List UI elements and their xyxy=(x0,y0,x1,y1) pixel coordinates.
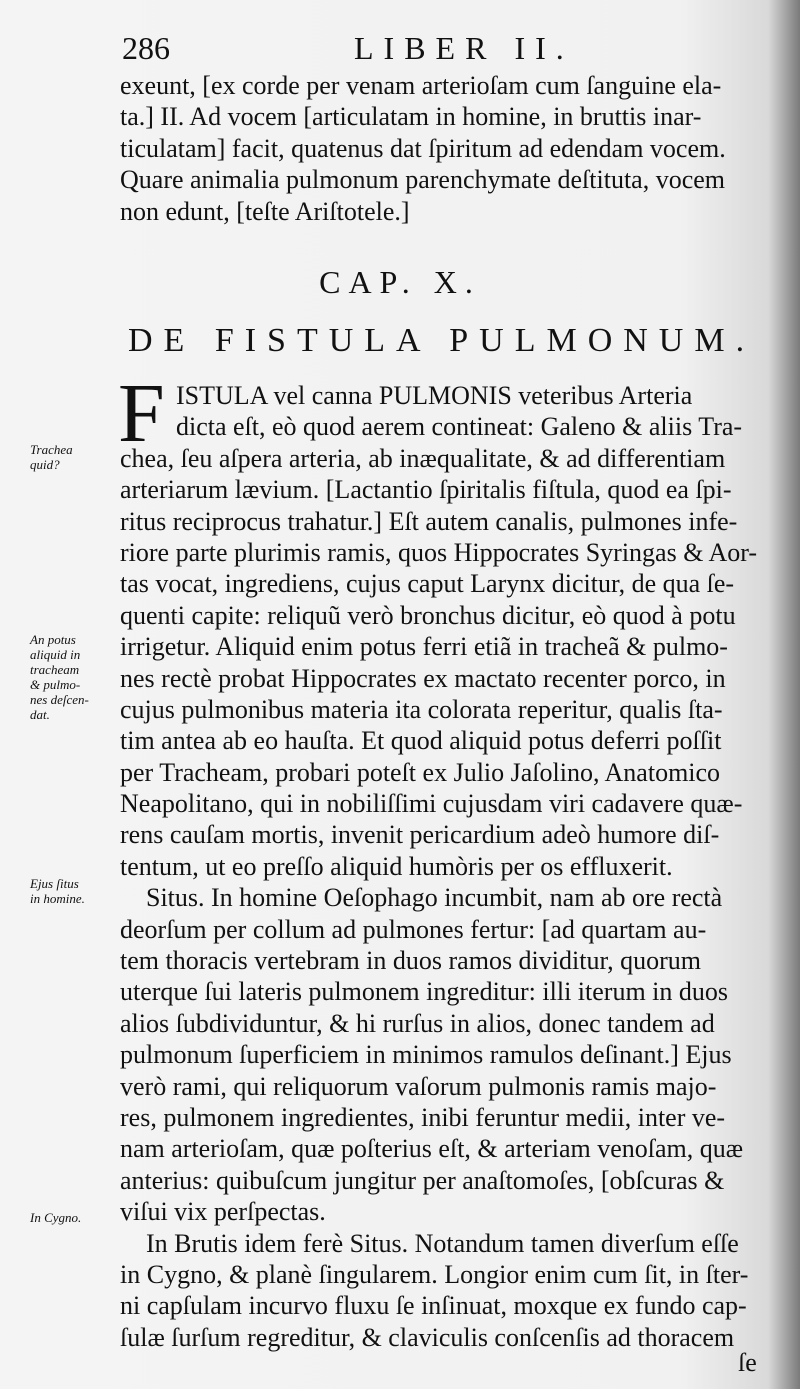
text-line: anterius: quibuſcum jungitur per anaſtomoſes, [obſcuras & xyxy=(120,1165,725,1195)
text-line: ticulatam] facit, quatenus dat ſpiritum ad edendam vocem. xyxy=(120,133,726,163)
margin-note-line: & pulmo- xyxy=(30,677,81,692)
margin-note-line: aliquid in xyxy=(30,647,81,662)
text-line: Neapolitano, qui in nobiliſſimi cujusdam viri cadavere quæ- xyxy=(120,789,743,819)
text-line: per Tracheam, probari poteſt ex Julio Jaſolino, Anatomico xyxy=(120,757,721,787)
text-line: verò rami, qui reliquorum vaſorum pulmonis ramis majo- xyxy=(120,1071,717,1101)
margin-note-line: nes deſcen- xyxy=(30,692,89,707)
text-line: pulmonum ſuperficiem in minimos ramulos deſinant.] Ejus xyxy=(120,1040,732,1070)
margin-note-line: Ejus ſitus xyxy=(30,876,79,891)
margin-note-line: dat. xyxy=(30,707,50,722)
running-header xyxy=(122,30,762,70)
text-line: ni capſulam incurvo fluxu ſe inſinuat, moxque ex fundo cap- xyxy=(120,1291,747,1321)
margin-note-line: In Cygno. xyxy=(30,1210,82,1225)
text-line: exeunt, [ex corde per venam arterioſam cum ſanguine ela- xyxy=(120,71,722,100)
text-line: ſulæ ſurſum regreditur, & claviculis conſcenſis ad thoracem xyxy=(120,1322,735,1352)
page-number: 286 xyxy=(122,30,170,66)
text-line: tim antea ab eo hauſta. Et quod aliquid potus deferri poſſit xyxy=(120,726,722,756)
text-line: quenti capite: reliquũ verò bronchus dicitur, eò quod à potu xyxy=(120,600,736,630)
chapter-heading: CAP. X. xyxy=(319,264,481,300)
margin-note-line: tracheam xyxy=(30,662,80,677)
chapter-title: DE FISTULA PULMONUM. xyxy=(128,322,756,359)
text-line: dicta eſt, eò quod aerem contineat: Galeno & aliis Tra- xyxy=(176,412,743,442)
text-line: Situs. In homine Oeſophago incumbit, nam ab ore rectà xyxy=(146,883,723,913)
margin-note-ejus-situs xyxy=(30,876,120,906)
text-line: ISTULA vel canna PULMONIS veteribus Arteria xyxy=(176,381,693,410)
text-line: nam arterioſam, quæ poſterius eſt, & arteriam venoſam, quæ xyxy=(120,1134,744,1164)
text-line: arteriarum lævium. [Lactantio ſpiritalis fiſtula, quod ea ſpi- xyxy=(120,475,732,505)
text-line: riore parte plurimis ramis, quos Hippocrates Syringas & Aor- xyxy=(120,537,758,567)
text-line: nes rectè probat Hippocrates ex mactato recenter porco, in xyxy=(120,663,726,693)
text-line: tem thoracis vertebram in duos ramos dividitur, quorum xyxy=(120,946,701,976)
margin-note-an-potus xyxy=(30,632,120,722)
text-line: ta.] II. Ad vocem [articulatam in homine, in bruttis inar- xyxy=(120,102,702,132)
text-line: chea, ſeu aſpera arteria, ab inæqualitate, & ad differentiam xyxy=(120,443,726,473)
text-line: Quare animalia pulmonum parenchymate deſtituta, vocem xyxy=(120,165,726,195)
text-line: deorſum per collum ad pulmones fertur: [ad quartam au- xyxy=(120,914,707,944)
text-line: rens cauſam mortis, invenit pericardium adeò humore diſ- xyxy=(120,820,720,850)
text-line: tas vocat, ingrediens, cujus caput Larynx dicitur, de qua ſe- xyxy=(120,569,735,599)
margin-note-line: Trachea xyxy=(30,442,73,457)
margin-note-line: quid? xyxy=(30,457,60,472)
margin-note-trachea-quid xyxy=(30,442,120,472)
running-title: LIBER II. xyxy=(354,30,574,66)
catchword: ſe xyxy=(738,1348,757,1377)
text-line: non edunt, [teſte Ariſtotele.] xyxy=(120,196,410,226)
text-line: In Brutis idem ferè Situs. Notandum tamen diverſum eſſe xyxy=(146,1228,739,1258)
margin-note-line: in homine. xyxy=(30,891,85,906)
drop-cap: F xyxy=(118,367,165,460)
text-line: in Cygno, & planè ſingularem. Longior enim cum ſit, in ſter- xyxy=(120,1259,749,1289)
text-line: ritus reciprocus trahatur.] Eſt autem canalis, pulmones infe- xyxy=(120,506,738,536)
text-line: uterque ſui lateris pulmonem ingreditur: illi iterum in duos xyxy=(120,977,729,1007)
intro-paragraph xyxy=(120,70,760,227)
text-line: res, pulmonem ingredientes, inibi feruntur medii, inter ve- xyxy=(120,1102,726,1132)
chapter-body xyxy=(120,380,760,1353)
text-line: viſui vix perſpectas. xyxy=(120,1197,326,1227)
margin-note-line: An potus xyxy=(30,632,76,647)
text-line: alios ſubdividuntur, & hi rurſus in alios, donec tandem ad xyxy=(120,1008,715,1038)
text-line: tentum, ut eo preſſo aliquid humòris per os effluxerit. xyxy=(120,851,673,881)
margin-note-in-cygno xyxy=(30,1210,120,1225)
text-line: cujus pulmonibus materia ita colorata reperitur, qualis ſta- xyxy=(120,694,723,724)
text-line: irrigetur. Aliquid enim potus ferri etiã in tracheã & pulmo- xyxy=(120,632,728,662)
